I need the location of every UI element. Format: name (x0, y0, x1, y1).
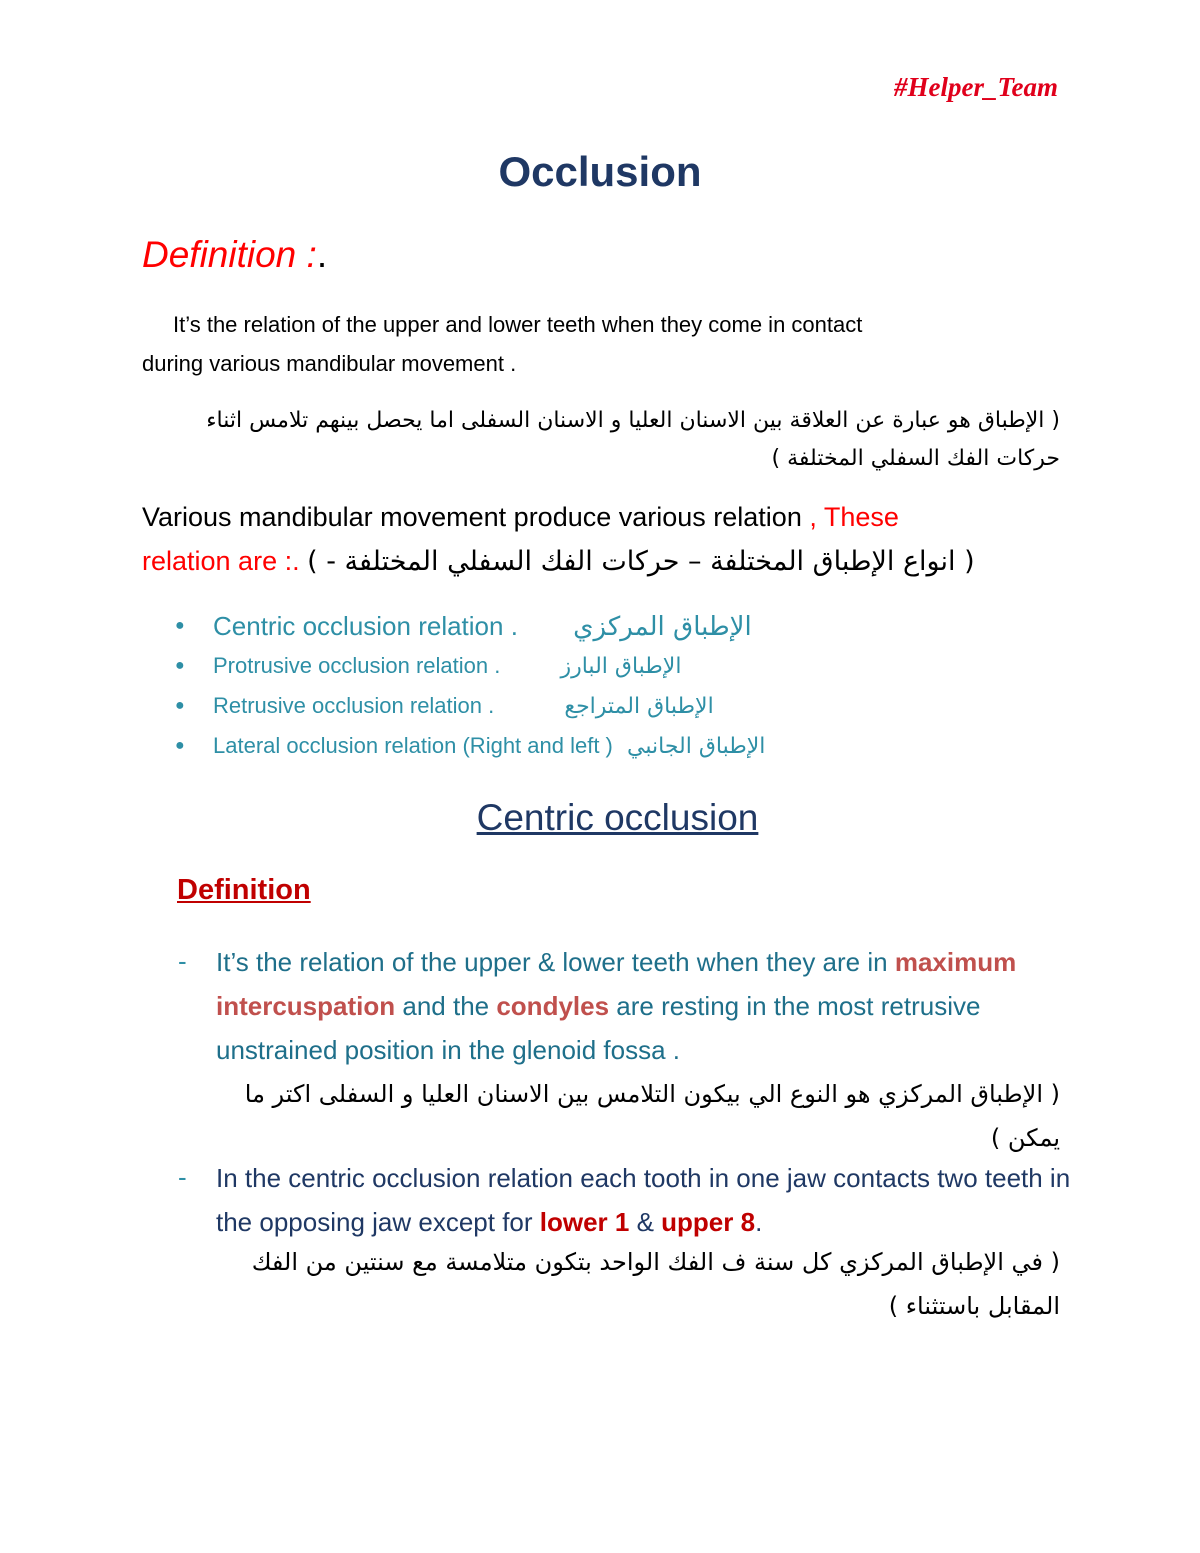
item-1-h1: maximum intercuspation (216, 947, 1017, 1021)
section-title: Centric occlusion (476, 797, 759, 838)
definition-label: Definition : (142, 234, 317, 275)
list-item-en: Retrusive occlusion relation . (213, 693, 495, 718)
item-1-t2: and the (395, 991, 497, 1021)
item-1-t3: are resting in the most retrusive unstrained position in the glenoid fossa . (216, 991, 981, 1065)
definition-suffix: . (316, 234, 328, 275)
bullet-icon: ● (175, 657, 185, 674)
definition-heading-2: Definition (177, 874, 311, 906)
definition-line-2: during various mandibular movement . (142, 351, 517, 376)
list-item (175, 686, 765, 726)
dash-1: - (178, 946, 187, 976)
arabic-definition: ( الإطباق هو عبارة عن العلاقة بين الاسنان العليا و الاسنان السفلى اما يحصل بينهم تلامس اثناء حركات الفك السفلي المختلفة ) (206, 408, 1060, 471)
list-item (175, 726, 765, 766)
header-tag: #Helper_Team (894, 72, 1058, 102)
item-1-h2: condyles (496, 991, 610, 1021)
bullet-icon: ● (175, 697, 185, 714)
dash-2: - (178, 1162, 187, 1192)
relation-are: relation are :. (142, 546, 308, 576)
various-line-1 (142, 502, 899, 533)
list-item-ar: الإطباق المتراجع (564, 694, 714, 719)
list-item-en: Centric occlusion relation . (213, 611, 518, 641)
item-2-t3: . (755, 1207, 763, 1237)
relations-list (175, 606, 765, 766)
arabic-item-2: ( في الإطباق المركزي كل سنة ف الفك الواحد بتكون متلامسة مع سنتين من الفك المقابل باستثناء ) (251, 1248, 1060, 1320)
bullet-icon: ● (175, 617, 185, 634)
item-2-text (216, 1156, 1096, 1244)
page-title: Occlusion (498, 148, 702, 195)
list-item-ar: الإطباق المركزي (573, 612, 752, 642)
various-text: Various mandibular movement produce various relation (142, 502, 810, 532)
list-item-en: Protrusive occlusion relation . (213, 653, 501, 678)
various-arabic: ( انواع الإطباق المختلفة – حركات الفك السفلي المختلفة - ) (307, 546, 975, 577)
definition-heading (142, 234, 327, 276)
bullet-icon: ● (175, 737, 185, 754)
item-2-h1: lower 1 (539, 1207, 630, 1237)
item-1-text (216, 940, 1096, 1072)
list-item (175, 606, 765, 646)
item-1-t1: It’s the relation of the upper & lower teeth when they are in (216, 947, 895, 977)
definition-line-1: It’s the relation of the upper and lower teeth when they come in contact (173, 312, 863, 337)
list-item-ar: الإطباق البارز (560, 654, 682, 679)
list-item-en: Lateral occlusion relation (Right and left ) (213, 733, 613, 758)
item-2-t2: & (629, 1207, 662, 1237)
list-item-ar: الإطباق الجانبي (627, 734, 766, 759)
arabic-item-1: ( الإطباق المركزي هو النوع الي بيكون التلامس بين الاسنان العليا و السفلى اكتر ما يمكن ) (244, 1080, 1060, 1152)
list-item (175, 646, 765, 686)
various-these: , These (809, 502, 899, 532)
item-2-h2: upper 8 (661, 1207, 756, 1237)
various-line-2 (142, 546, 975, 577)
item-2-t1: In the centric occlusion relation each tooth in one jaw contacts two teeth in the opposing jaw except for (216, 1163, 1071, 1237)
